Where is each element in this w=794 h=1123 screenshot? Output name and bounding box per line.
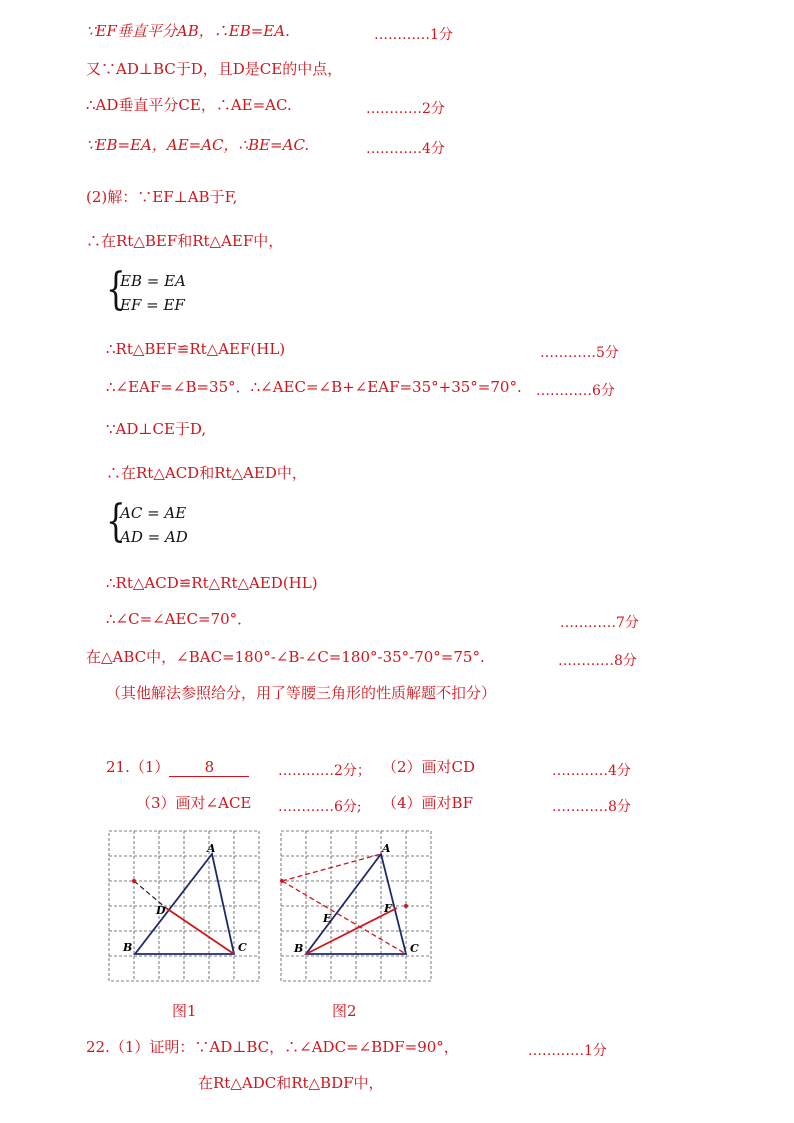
q21-score-3: …………6分; [278, 799, 362, 815]
part2-intro: (2)解：∵EF⊥AB于F, [86, 188, 238, 206]
brace-symbol: { [106, 264, 126, 315]
angle-line-1: ∴∠EAF=∠B=35°．∴∠AEC=∠B+∠EAF=35°+35°=70°. [106, 378, 522, 396]
label-e: E [323, 912, 332, 925]
label-b: B [294, 942, 304, 955]
score-8: …………8分 [558, 653, 637, 669]
system2-row-1: AC = AE [120, 504, 187, 522]
part2-triangles-2: ∴在Rt△ACD和Rt△AED中， [106, 464, 307, 482]
q22-line-2: 在Rt△ADC和Rt△BDF中， [198, 1074, 384, 1092]
q22-score-1: …………1分 [528, 1043, 607, 1059]
system1-row-1: EB = EA [120, 272, 186, 290]
label-a: A [207, 842, 216, 855]
grid-point [132, 879, 136, 883]
score-6: …………6分 [536, 383, 615, 399]
equation-system-2 [106, 496, 226, 548]
dashed-line-1 [282, 854, 381, 881]
score-5: …………5分 [540, 345, 619, 361]
figure-1-caption: 图1 [172, 1002, 197, 1020]
triangle-abc [135, 854, 234, 954]
perpendicular-line: ∵AD⊥CE于D, [106, 420, 207, 438]
q21-part-3: （3）画对∠ACE [136, 794, 252, 812]
label-b: B [123, 941, 133, 954]
equation-system-1 [106, 264, 226, 316]
grid-point [280, 879, 284, 883]
q21-row-1 [106, 758, 249, 777]
figure-2-caption: 图2 [332, 1002, 357, 1020]
score-4: …………4分 [366, 141, 445, 157]
figure-1-grid [108, 830, 260, 982]
q21-answer: 8 [169, 758, 249, 777]
q21-part-4: （4）画对BF [382, 794, 473, 812]
system1-row-2: EF = EF [120, 296, 185, 314]
q21-part-2: （2）画对CD [382, 758, 476, 776]
q22-line-1: 22.（1）证明：∵AD⊥BC，∴∠ADC=∠BDF=90°， [86, 1038, 459, 1056]
part2-triangles-1: ∴在Rt△BEF和Rt△AEF中， [86, 232, 284, 250]
angle-line-2: ∴∠C=∠AEC=70°． [106, 610, 253, 628]
score-7: …………7分 [560, 615, 639, 631]
system2-row-2: AD = AD [120, 528, 188, 546]
proof-line-2: 又∵AD⊥BC于D，且D是CE的中点， [86, 60, 343, 78]
q21-score-4: …………8分 [552, 799, 631, 815]
brace-symbol: { [106, 496, 126, 547]
grading-note: （其他解法参照给分，用了等腰三角形的性质解题不扣分） [106, 684, 497, 702]
grid-point [404, 904, 408, 908]
proof-line-4: ∵EB=EA，AE=AC，∴BE=AC. [86, 136, 310, 154]
angle-bac-line: 在△ABC中，∠BAC=180°-∠B-∠C=180°-35°-70°=75°. [86, 648, 485, 666]
proof-line-1: ∵EF垂直平分AB，∴EB=EA. [86, 22, 290, 40]
score-1: …………1分 [374, 27, 453, 43]
grid-lines [281, 831, 431, 981]
q21-number: 21.（1） [106, 758, 170, 776]
label-c: C [238, 941, 247, 954]
figure-2-grid [280, 830, 432, 982]
label-c: C [410, 942, 419, 955]
q21-score-2: …………4分 [552, 763, 631, 779]
grid-lines [109, 831, 259, 981]
label-f: F [384, 902, 392, 915]
label-a: A [382, 842, 391, 855]
label-d: D [156, 904, 166, 917]
congruence-1: ∴Rt△BEF≌Rt△AEF(HL) [106, 340, 286, 358]
proof-line-3: ∴AD垂直平分CE，∴AE=AC. [86, 96, 292, 114]
q21-score-1: …………2分； [278, 763, 371, 779]
score-2: …………2分 [366, 101, 445, 117]
congruence-2: ∴Rt△ACD≌Rt△Rt△AED(HL) [106, 574, 318, 592]
